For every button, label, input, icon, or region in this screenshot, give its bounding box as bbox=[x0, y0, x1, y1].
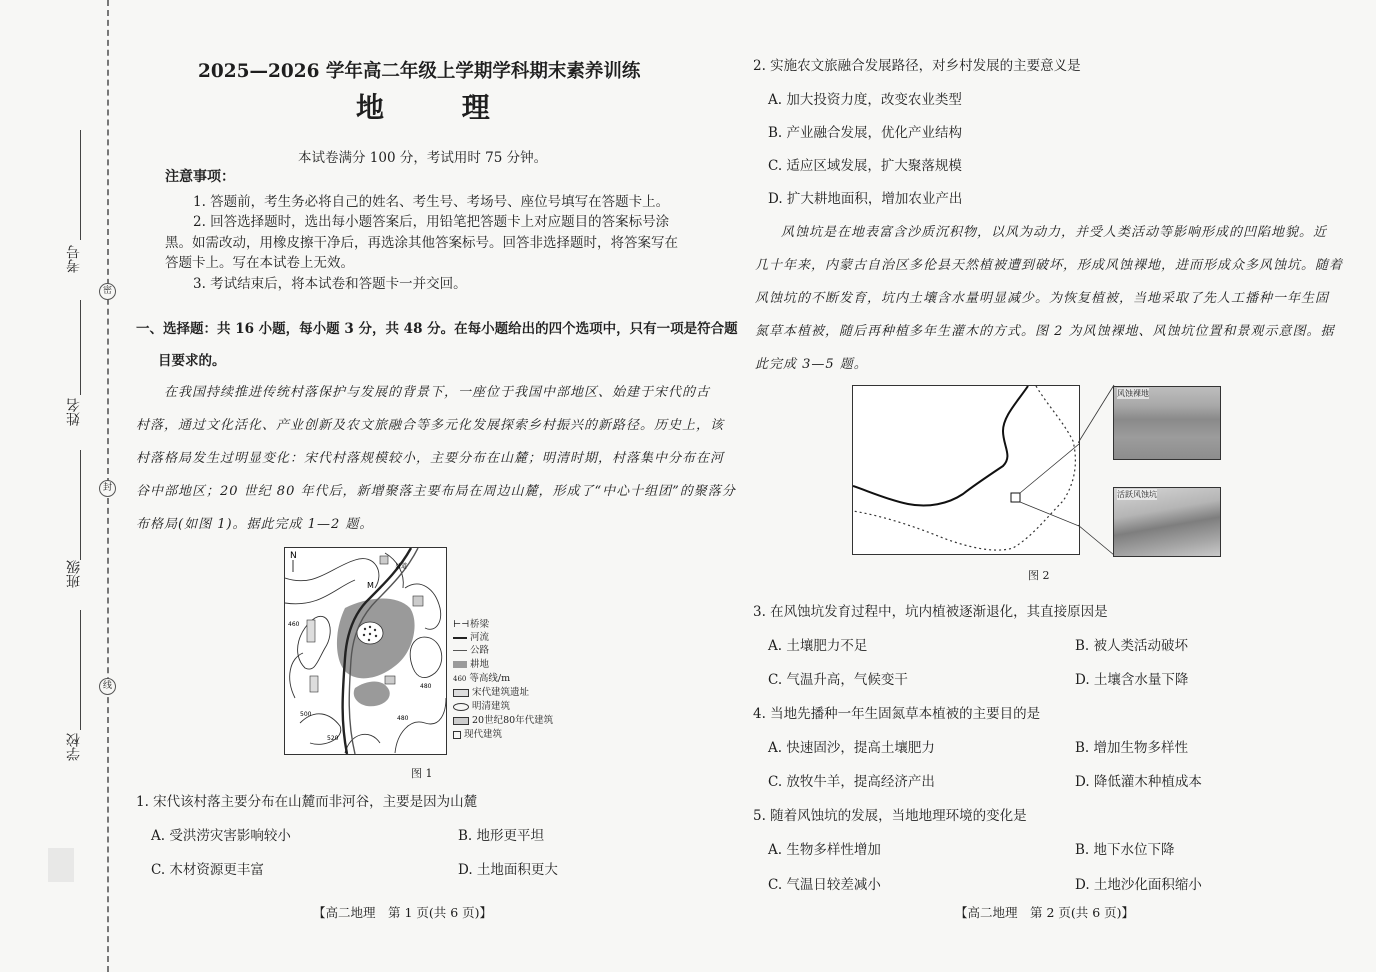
q5-option-d: D. 土地沙化面积缩小 bbox=[1075, 877, 1202, 893]
page1-footer: 【高二地理 第 1 页(共 6 页)】 bbox=[313, 905, 493, 920]
q2-stem: 2. 实施农文旅融合发展路径，对乡村发展的主要意义是 bbox=[753, 58, 1081, 74]
notice-heading: 注意事项： bbox=[165, 169, 235, 185]
notice-line-5: 3. 考试结束后，将本试卷和答题卡一并交回。 bbox=[193, 276, 467, 292]
q5-option-b: B. 地下水位下降 bbox=[1075, 842, 1175, 858]
passage2-line-4: 氮草本植被，随后再种植多年生灌木的方式。图 2 为风蚀裸地、风蚀坑位置和景观示意图。据 bbox=[755, 324, 1335, 339]
notice-line-2: 2. 回答选择题时，选出每小题答案后，用铅笔把答题卡上对应题目的答案标号涂 bbox=[193, 214, 670, 230]
legend-river: 河流 bbox=[453, 629, 489, 643]
callout-line bbox=[1078, 385, 1114, 443]
seal-xian: 线 bbox=[99, 678, 116, 695]
notice-line-1: 1. 答题前，考生务必将自己的姓名、考生号、考场号、座位号填写在答题卡上。 bbox=[193, 194, 670, 210]
legend-modern: 现代建筑 bbox=[453, 726, 502, 740]
notice-line-4: 答题卡上。写在本试卷上无效。 bbox=[165, 255, 354, 271]
q1-option-b: B. 地形更平坦 bbox=[458, 828, 545, 844]
contour-label: 480 bbox=[420, 683, 432, 690]
contour-label: 460 bbox=[288, 621, 300, 628]
name-blank[interactable] bbox=[80, 300, 81, 395]
figure2-caption: 图 2 bbox=[1028, 569, 1050, 582]
school-blank[interactable] bbox=[80, 610, 81, 730]
photo2-label: 活跃风蚀坑 bbox=[1117, 490, 1157, 499]
binding-sidebar bbox=[0, 0, 125, 972]
callout-line bbox=[1078, 525, 1114, 555]
q1-option-a: A. 受洪涝灾害影响较小 bbox=[151, 828, 291, 844]
eighties-building bbox=[385, 676, 395, 684]
figure1-caption: 图 1 bbox=[411, 767, 433, 780]
passage2-line-2: 几十年来，内蒙古自治区多伦县天然植被遭到破坏，形成风蚀裸地，进而形成众多风蚀坑。随着 bbox=[755, 258, 1344, 273]
passage1-line-2: 村落，通过文化活化、产业创新及农文旅融合等多元化发展探索乡村振兴的新路径。历史上，该 bbox=[136, 418, 725, 433]
song-site bbox=[310, 676, 318, 692]
passage2-line-1: 风蚀坑是在地表富含沙质沉积物，以风为动力，并受人类活动等影响形成的凹陷地貌。近 bbox=[781, 225, 1328, 240]
q4-option-c: C. 放牧牛羊，提高经济产出 bbox=[768, 774, 935, 790]
scan-speck bbox=[48, 848, 74, 882]
q4-stem: 4. 当地先播种一年生固氮草本植被的主要目的是 bbox=[753, 706, 1041, 722]
contour-label: 520 bbox=[327, 735, 339, 742]
q5-stem: 5. 随着风蚀坑的发展，当地地理环境的变化是 bbox=[753, 808, 1027, 824]
q1-option-c: C. 木材资源更丰富 bbox=[151, 862, 264, 878]
q3-stem: 3. 在风蚀坑发育过程中，坑内植被逐渐退化，其直接原因是 bbox=[753, 604, 1108, 620]
q3-option-a: A. 土壤肥力不足 bbox=[768, 638, 868, 654]
legend-eighties: 20世纪80年代建筑 bbox=[453, 712, 553, 726]
exam-title: 2025—2026 学年高二年级上学期学科期末素养训练 bbox=[198, 61, 641, 82]
q5-option-c: C. 气温日较差减小 bbox=[768, 877, 881, 893]
modern-building bbox=[413, 596, 423, 606]
north-arrow: N bbox=[290, 551, 297, 561]
q2-option-b: B. 产业融合发展，优化产业结构 bbox=[768, 125, 963, 141]
section-heading: 一、选择题：共 16 小题，每小题 3 分，共 48 分。在每小题给出的四个选项中，只有一项是符合题 bbox=[136, 321, 738, 337]
photo-active-blowout bbox=[1113, 487, 1221, 557]
seal-feng: 封 bbox=[99, 480, 116, 497]
exam-no-blank[interactable] bbox=[80, 130, 81, 240]
section-heading-cont: 目要求的。 bbox=[158, 353, 226, 369]
legend-song: 宋代建筑遗址 bbox=[453, 684, 529, 698]
subject-title: 地 理 bbox=[356, 91, 524, 124]
q1-option-d: D. 土地面积更大 bbox=[458, 862, 558, 878]
contour-line bbox=[285, 559, 379, 588]
figure2-map-svg bbox=[853, 386, 1079, 554]
legend-farmland: 耕地 bbox=[453, 656, 489, 670]
contour-line bbox=[290, 653, 303, 698]
figure2-callout-connectors bbox=[1078, 380, 1118, 560]
q4-option-a: A. 快速固沙，提高土壤肥力 bbox=[768, 740, 935, 756]
passage1-line-5: 布格局(如图 1)。据此完成 1—2 题。 bbox=[136, 517, 374, 532]
passage1-line-3: 村落格局发生过明显变化：宋代村落规模较小，主要分布在山麓；明清时期，村落集中分布在河 bbox=[136, 451, 725, 466]
q5-option-a: A. 生物多样性增加 bbox=[768, 842, 881, 858]
study-site-box bbox=[1011, 493, 1020, 502]
contour-line bbox=[395, 698, 446, 753]
class-blank[interactable] bbox=[80, 450, 81, 560]
passage2-line-3: 风蚀坑的不断发育，坑内土壤含水量明显减少。为恢复植被，当地采取了先人工播种一年生固 bbox=[755, 291, 1330, 306]
q2-option-c: C. 适应区域发展，扩大聚落规模 bbox=[768, 158, 962, 174]
song-site bbox=[307, 620, 315, 642]
callout-line bbox=[1020, 444, 1079, 493]
farmland-area bbox=[354, 682, 390, 707]
name-label: 姓名 bbox=[66, 398, 82, 426]
q3-option-b: B. 被人类活动破坏 bbox=[1075, 638, 1189, 654]
q2-option-d: D. 扩大耕地面积，增加农业产出 bbox=[768, 191, 963, 207]
road-label: 县道 bbox=[395, 563, 408, 570]
q1-stem: 1. 宋代该村落主要分布在山麓而非河谷，主要是因为山麓 bbox=[136, 794, 478, 810]
notice-line-3: 黑。如需改动，用橡皮擦干净后，再选涂其他答案标号。回答非选择题时，将答案写在 bbox=[165, 235, 678, 251]
region-boundary bbox=[853, 386, 1075, 550]
callout-line bbox=[1020, 502, 1079, 526]
eighties-building bbox=[380, 556, 388, 564]
q4-option-b: B. 增加生物多样性 bbox=[1075, 740, 1189, 756]
photo1-label: 风蚀裸地 bbox=[1117, 389, 1149, 398]
marker-m: M bbox=[367, 581, 374, 590]
legend-contour: 460 等高线/m bbox=[453, 673, 511, 684]
class-label: 班级 bbox=[66, 560, 82, 588]
contour-label: 500 bbox=[300, 711, 312, 718]
passage2-line-5: 此完成 3—5 题。 bbox=[755, 357, 868, 372]
score-time: 本试卷满分 100 分，考试用时 75 分钟。 bbox=[298, 150, 548, 166]
contour-label: 480 bbox=[397, 715, 409, 722]
figure2-map bbox=[852, 385, 1080, 555]
page2-footer: 【高二地理 第 2 页(共 6 页)】 bbox=[955, 905, 1135, 920]
photo-wind-eroded-bare-land bbox=[1113, 386, 1221, 460]
q3-option-c: C. 气温升高，气候变干 bbox=[768, 672, 908, 688]
legend-bridge: ⊢⊣桥梁 bbox=[453, 619, 490, 630]
q2-option-a: A. 加大投资力度，改变农业类型 bbox=[768, 92, 962, 108]
figure1-map bbox=[284, 547, 447, 755]
school-label: 学校 bbox=[66, 733, 82, 761]
passage1-line-1: 在我国持续推进传统村落保护与发展的背景下，一座位于我国中部地区、始建于宋代的古 bbox=[164, 385, 711, 400]
contour-line bbox=[285, 580, 355, 604]
coastline bbox=[853, 386, 1028, 506]
seal-mi: 密 bbox=[99, 283, 116, 300]
figure1-map-svg bbox=[285, 548, 446, 754]
exam-no-label: 考号 bbox=[66, 245, 82, 273]
legend-road: 公路 bbox=[453, 642, 489, 656]
passage1-line-4: 谷中部地区；20 世纪 80 年代后，新增聚落主要布局在周边山麓，形成了“中心十组团”的聚落分 bbox=[136, 484, 736, 499]
contour-line bbox=[345, 734, 380, 753]
legend-mingqing: 明清建筑 bbox=[453, 698, 510, 712]
q4-option-d: D. 降低灌木种植成本 bbox=[1075, 774, 1202, 790]
contour-line bbox=[410, 637, 442, 678]
q3-option-d: D. 土壤含水量下降 bbox=[1075, 672, 1189, 688]
